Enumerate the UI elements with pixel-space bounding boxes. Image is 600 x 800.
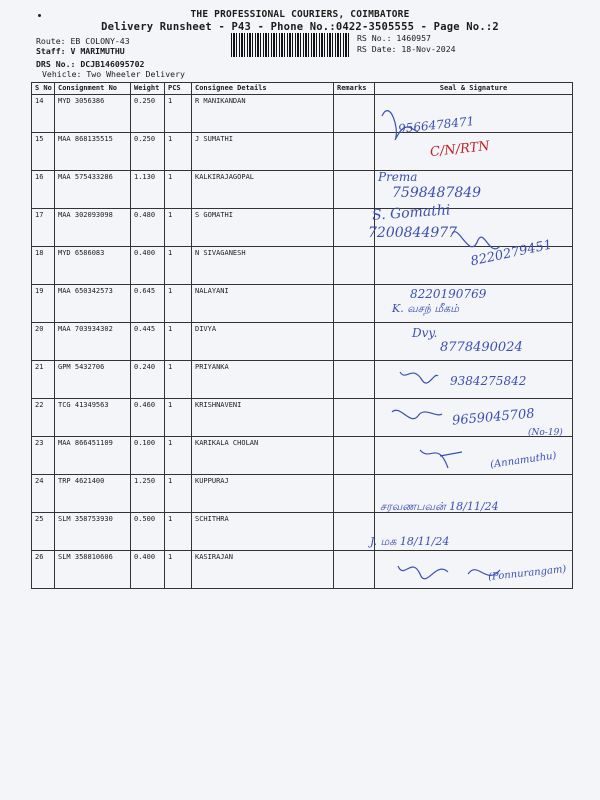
sno: 24 xyxy=(32,475,55,513)
consignee: NALAYANI xyxy=(192,285,334,323)
weight: 0.250 xyxy=(131,133,165,171)
weight: 0.445 xyxy=(131,323,165,361)
pcs: 1 xyxy=(165,513,192,551)
col-consignee: Consignee Details xyxy=(192,83,334,95)
consignment-no: TRP 4621400 xyxy=(55,475,131,513)
route-label: Route: EB COLONY-43 xyxy=(36,36,130,46)
pcs: 1 xyxy=(165,399,192,437)
sig-16-phone: 7598487849 xyxy=(392,185,482,201)
consignee: KARIKALA CHOLAN xyxy=(192,437,334,475)
signature-scribble xyxy=(392,410,442,418)
sig-20-phone: 8778490024 xyxy=(440,340,523,355)
sno: 17 xyxy=(32,209,55,247)
consignment-no: GPM 5432706 xyxy=(55,361,131,399)
sig-20-name: Dvy. xyxy=(412,326,438,340)
consignment-no: MYD 6586083 xyxy=(55,247,131,285)
col-pcs: PCS xyxy=(165,83,192,95)
col-remarks: Remarks xyxy=(334,83,375,95)
company-title: THE PROFESSIONAL COURIERS, COIMBATORE xyxy=(190,9,410,20)
sno: 23 xyxy=(32,437,55,475)
weight: 0.400 xyxy=(131,247,165,285)
stamp-cnrtn: C/N/RTN xyxy=(429,138,491,161)
staff-label: Staff: V MARIMUTHU xyxy=(36,46,125,56)
consignment-no: MAA 868135515 xyxy=(55,133,131,171)
vehicle-label: Vehicle: Two Wheeler Delivery xyxy=(42,69,185,79)
pcs: 1 xyxy=(165,323,192,361)
sig-23-name: (Annamuthu) xyxy=(489,450,558,471)
consignee: R MANIKANDAN xyxy=(192,95,334,133)
consignee: KUPPURAJ xyxy=(192,475,334,513)
consignment-no: SLM 358753930 xyxy=(55,513,131,551)
weight: 0.480 xyxy=(131,209,165,247)
signature-scribble xyxy=(420,450,462,468)
weight: 0.645 xyxy=(131,285,165,323)
sno: 21 xyxy=(32,361,55,399)
consignee: KRISHNAVENI xyxy=(192,399,334,437)
weight: 1.250 xyxy=(131,475,165,513)
pcs: 1 xyxy=(165,437,192,475)
rs-date: RS Date: 18-Nov-2024 xyxy=(357,44,456,54)
pcs: 1 xyxy=(165,171,192,209)
col-consignment: Consignment No xyxy=(55,83,131,95)
sno: 19 xyxy=(32,285,55,323)
col-weight: Weight xyxy=(131,83,165,95)
sig-25: சரவணபவன் 18/11/24 xyxy=(380,500,499,513)
sig-23-number: (No-19) xyxy=(528,428,563,438)
consignment-no: TCG 41349563 xyxy=(55,399,131,437)
consignee: KASIRAJAN xyxy=(192,551,334,589)
sig-17-name: S. Gomathi xyxy=(371,202,451,224)
consignee: S GOMATHI xyxy=(192,209,334,247)
runsheet-subtitle: Delivery Runsheet - P43 - Phone No.:0422-3505555 - Page No.:2 xyxy=(101,21,499,33)
consignment-no: MAA 650342573 xyxy=(55,285,131,323)
consignment-no: MAA 575433286 xyxy=(55,171,131,209)
pcs: 1 xyxy=(165,361,192,399)
rs-number: RS No.: 1460957 xyxy=(357,33,431,43)
weight: 0.100 xyxy=(131,437,165,475)
drs-number: DRS No.: DCJB146095702 xyxy=(36,59,145,69)
sig-17-phone: 7200844977 xyxy=(368,225,458,241)
pcs: 1 xyxy=(165,133,192,171)
weight: 0.460 xyxy=(131,399,165,437)
consignee: KALKIRAJAGOPAL xyxy=(192,171,334,209)
weight: 0.500 xyxy=(131,513,165,551)
pcs: 1 xyxy=(165,95,192,133)
sig-21-phone: 9384275842 xyxy=(450,374,527,388)
pcs: 1 xyxy=(165,551,192,589)
weight: 1.130 xyxy=(131,171,165,209)
sig-14: 9566478471 xyxy=(397,114,475,136)
signature-scribble xyxy=(400,372,438,383)
weight: 0.400 xyxy=(131,551,165,589)
consignee: J SUMATHI xyxy=(192,133,334,171)
consignee: DIVYA xyxy=(192,323,334,361)
sno: 15 xyxy=(32,133,55,171)
sno: 18 xyxy=(32,247,55,285)
sig-18-phone: 8220279451 xyxy=(469,237,554,270)
col-sno: S No xyxy=(32,83,55,95)
sno: 14 xyxy=(32,95,55,133)
pcs: 1 xyxy=(165,209,192,247)
consignment-no: MYD 3056386 xyxy=(55,95,131,133)
pcs: 1 xyxy=(165,475,192,513)
sig-26-date: J. மக 18/11/24 xyxy=(370,535,450,548)
sig-19-name: K. வசந் மீகம் xyxy=(392,302,460,315)
consignment-no: MAA 703934302 xyxy=(55,323,131,361)
sig-22-phone: 9659045708 xyxy=(451,406,536,429)
signature-scribble xyxy=(452,232,500,249)
consignment-no: SLM 358810606 xyxy=(55,551,131,589)
consignee: N SIVAGANESH xyxy=(192,247,334,285)
weight: 0.240 xyxy=(131,361,165,399)
consignment-no: MAA 866451109 xyxy=(55,437,131,475)
sig-26-name: (Ponnurangam) xyxy=(487,563,567,584)
sno: 25 xyxy=(32,513,55,551)
sig-19-phone: 8220190769 xyxy=(410,287,487,301)
pcs: 1 xyxy=(165,247,192,285)
sno: 22 xyxy=(32,399,55,437)
pcs: 1 xyxy=(165,285,192,323)
consignment-no: MAA 302093098 xyxy=(55,209,131,247)
signature-scribble xyxy=(398,566,448,579)
weight: 0.250 xyxy=(131,95,165,133)
sno: 26 xyxy=(32,551,55,589)
sno: 16 xyxy=(32,171,55,209)
sno: 20 xyxy=(32,323,55,361)
consignee: PRIYANKA xyxy=(192,361,334,399)
col-signature: Seal & Signature xyxy=(375,83,573,95)
sig-16-name: Prema xyxy=(378,170,418,184)
consignee: SCHITHRA xyxy=(192,513,334,551)
